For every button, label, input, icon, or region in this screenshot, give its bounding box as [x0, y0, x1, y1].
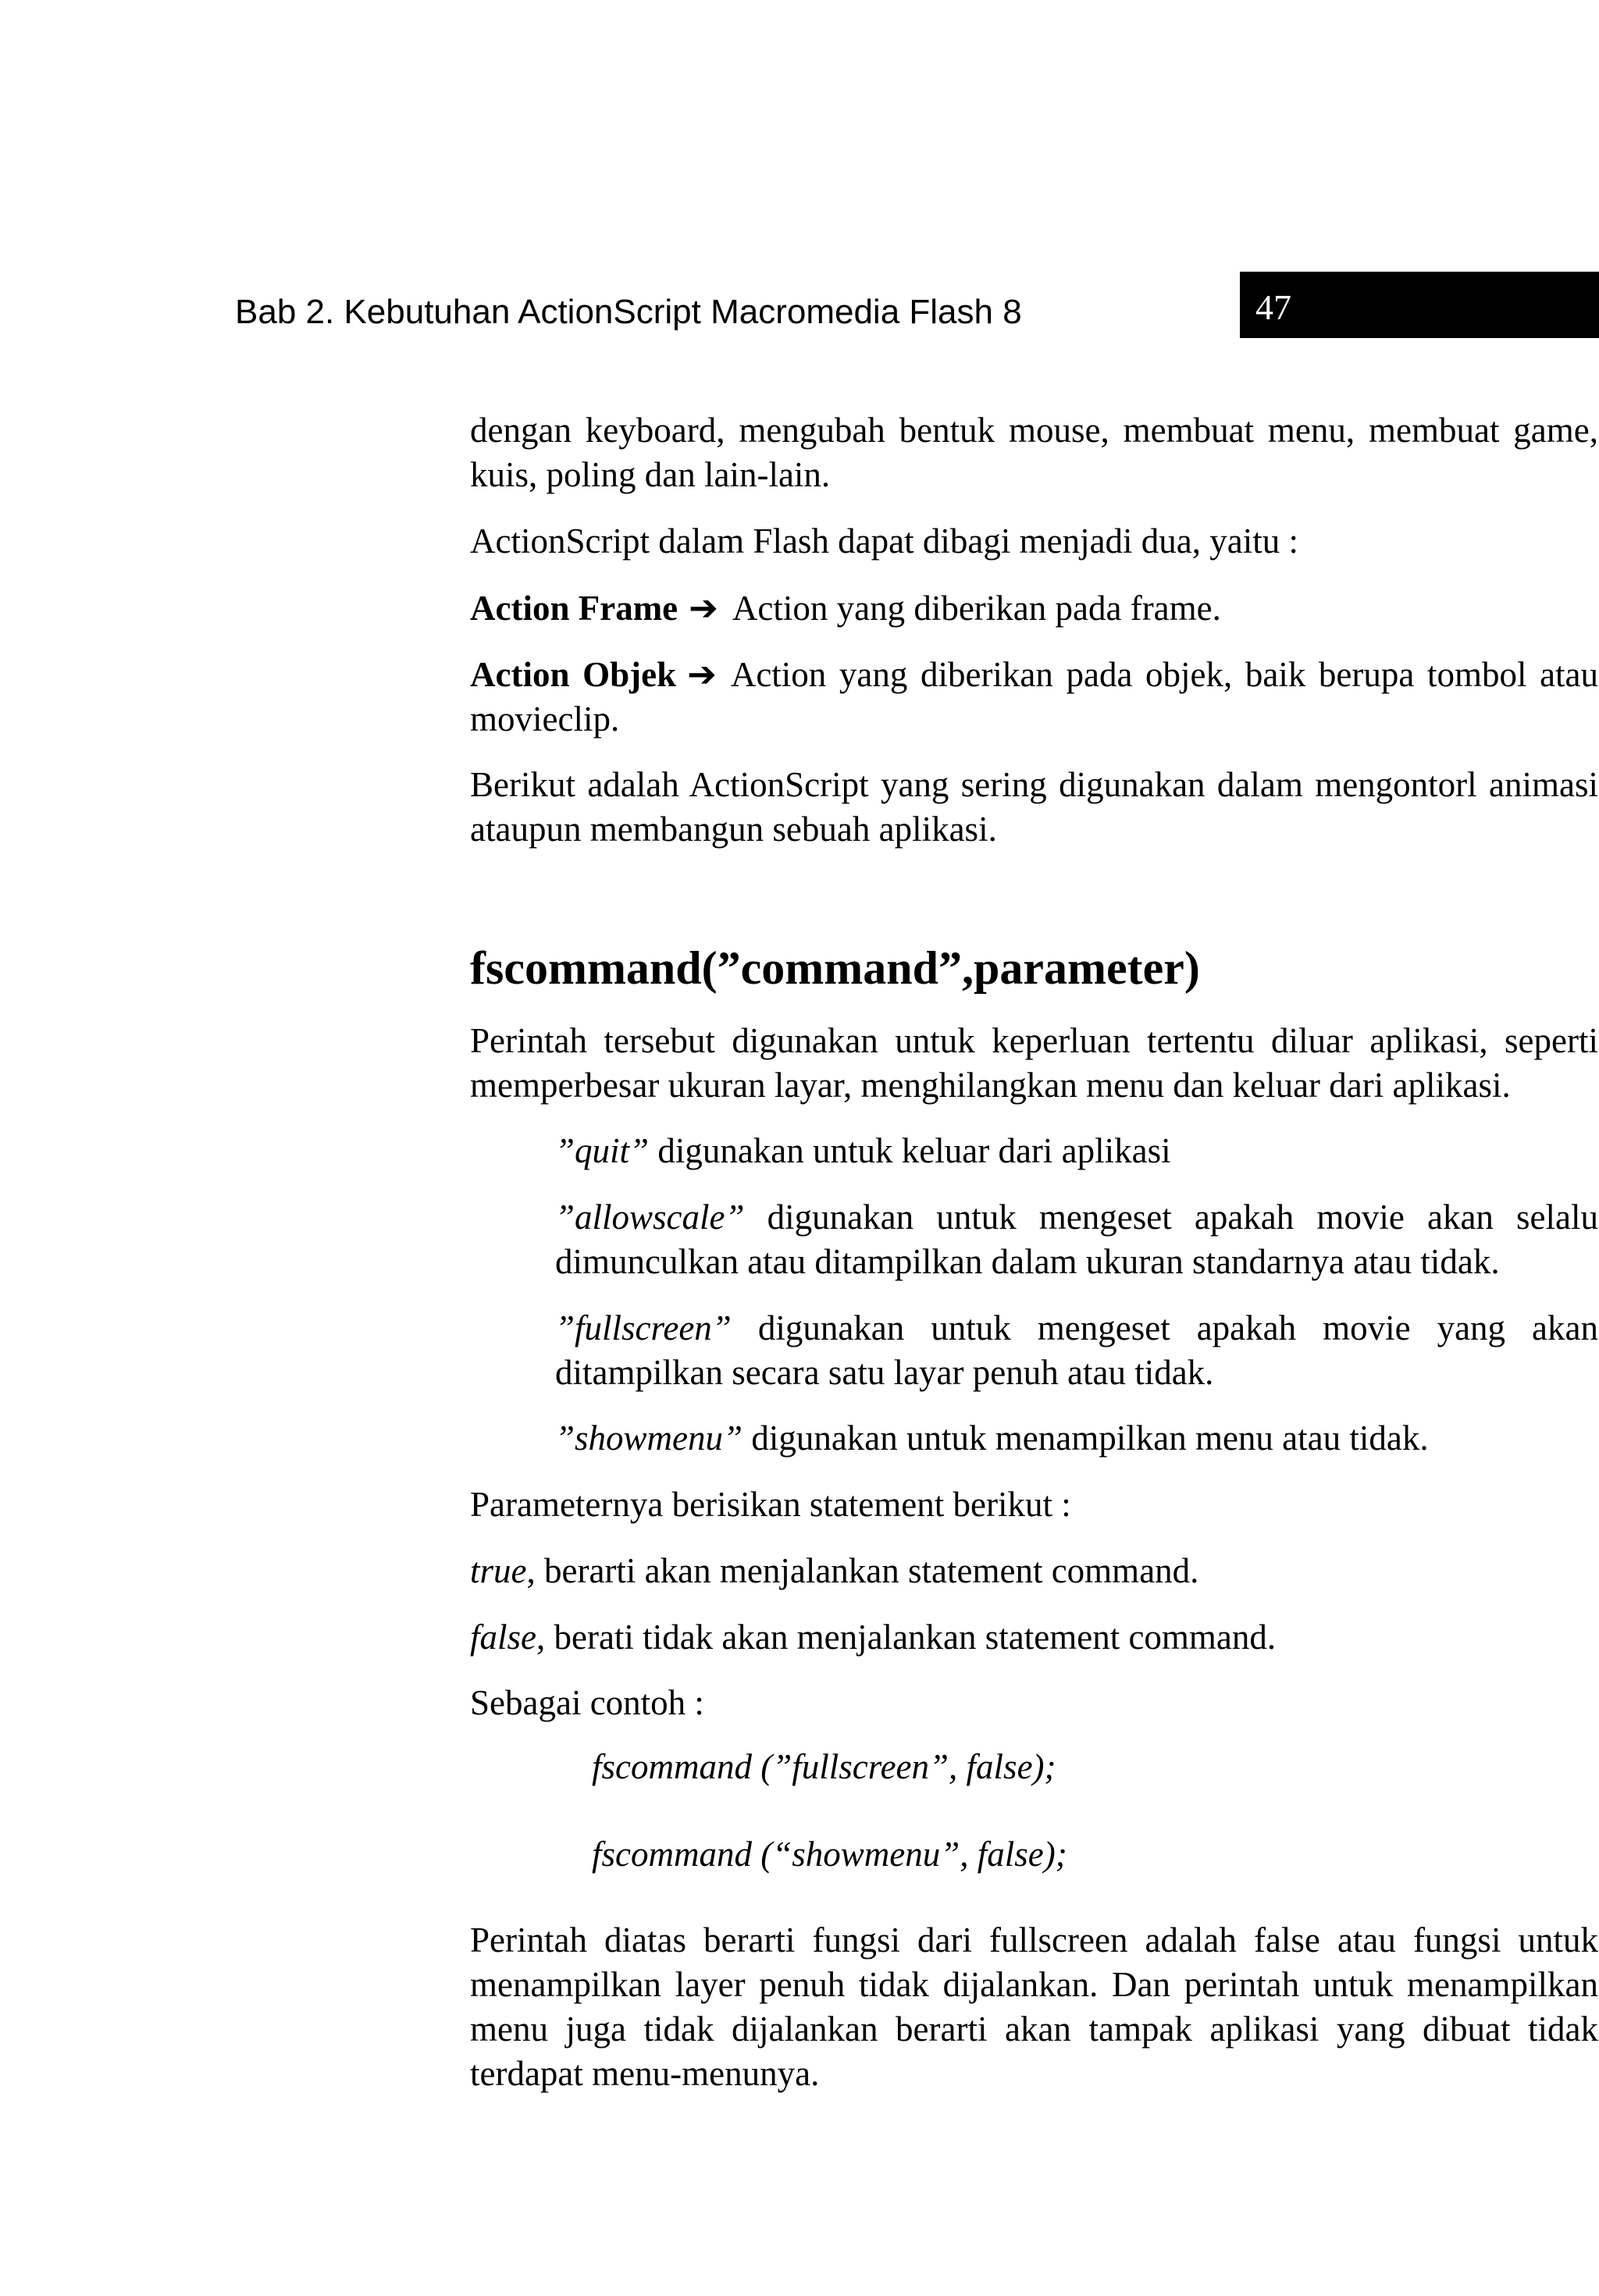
- command-text: digunakan untuk mengeset apakah movie akan selalu dimunculkan atau ditampilkan dalam ukuran standarnya atau tidak.: [555, 1198, 1598, 1281]
- closing-paragraph: Perintah diatas berarti fungsi dari fullscreen adalah false atau fungsi untuk menampilkan layer penuh tidak dijalankan. Dan perintah untuk menampilkan menu juga tidak dijalankan berarti akan tampak aplikasi yang dibuat tidak terdapat menu-menunya.: [470, 1920, 1598, 2093]
- command-name: ”showmenu”: [555, 1419, 743, 1458]
- command-text: digunakan untuk menampilkan menu atau tidak.: [743, 1419, 1429, 1458]
- action-objek-text: Action yang diberikan pada objek, baik berupa tombol atau movieclip.: [470, 655, 1599, 739]
- param-item-false: [470, 1615, 1598, 1660]
- command-item-showmenu: [555, 1416, 1598, 1461]
- command-item-allowscale: [555, 1195, 1598, 1284]
- parameter-intro: Parameternya berisikan statement berikut :: [470, 1485, 1071, 1524]
- chapter-title: Bab 2. Kebutuhan ActionScript Macromedia Flash 8: [235, 293, 1022, 331]
- paragraph-intro: dengan keyboard, mengubah bentuk mouse, membuat menu, membuat game, kuis, poling dan lain-lain.: [470, 411, 1598, 494]
- command-text: digunakan untuk mengeset apakah movie yang akan ditampilkan secara satu layar penuh atau tidak.: [555, 1308, 1598, 1392]
- command-text: digunakan untuk keluar dari aplikasi: [649, 1131, 1171, 1170]
- command-name: ”fullscreen”: [555, 1308, 732, 1347]
- action-objek-label: Action Objek: [470, 655, 677, 694]
- code-line: fscommand (”fullscreen”, false);: [592, 1747, 1056, 1786]
- action-frame-text: Action yang diberikan pada frame.: [732, 589, 1221, 628]
- command-name: ”quit”: [555, 1131, 650, 1170]
- section-intro: Perintah tersebut digunakan untuk keperluan tertentu diluar aplikasi, seperti memperbesar ukuran layar, menghilangkan menu dan keluar dari aplikasi.: [470, 1021, 1598, 1105]
- param-text: , berati tidak akan menjalankan statement command.: [536, 1618, 1277, 1657]
- code-line: fscommand (“showmenu”, false);: [592, 1835, 1067, 1874]
- action-frame-label: Action Frame: [470, 589, 678, 628]
- paragraph-action-types: ActionScript dalam Flash dapat dibagi menjadi dua, yaitu :: [470, 521, 1299, 561]
- param-name: true: [470, 1551, 527, 1590]
- param-name: false: [470, 1618, 536, 1657]
- right-arrow-icon: ➔: [689, 587, 718, 628]
- param-item-true: [470, 1549, 1598, 1593]
- example-label: Sebagai contoh :: [470, 1683, 704, 1722]
- command-item-quit: [555, 1129, 1598, 1173]
- action-frame-line: [470, 586, 1598, 631]
- page-number-box: [1240, 272, 1599, 338]
- command-name: ”allowscale”: [555, 1198, 745, 1237]
- paragraph-list-intro: Berikut adalah ActionScript yang sering digunakan dalam mengontorl animasi ataupun membangun sebuah aplikasi.: [470, 765, 1598, 849]
- action-objek-line: [470, 652, 1598, 742]
- page-number: 47: [1255, 287, 1291, 327]
- command-item-fullscreen: [555, 1306, 1598, 1395]
- param-text: , berarti akan menjalankan statement command.: [526, 1551, 1199, 1590]
- right-arrow-icon: ➔: [687, 653, 717, 695]
- section-heading: fscommand(”command”,parameter): [470, 942, 1200, 994]
